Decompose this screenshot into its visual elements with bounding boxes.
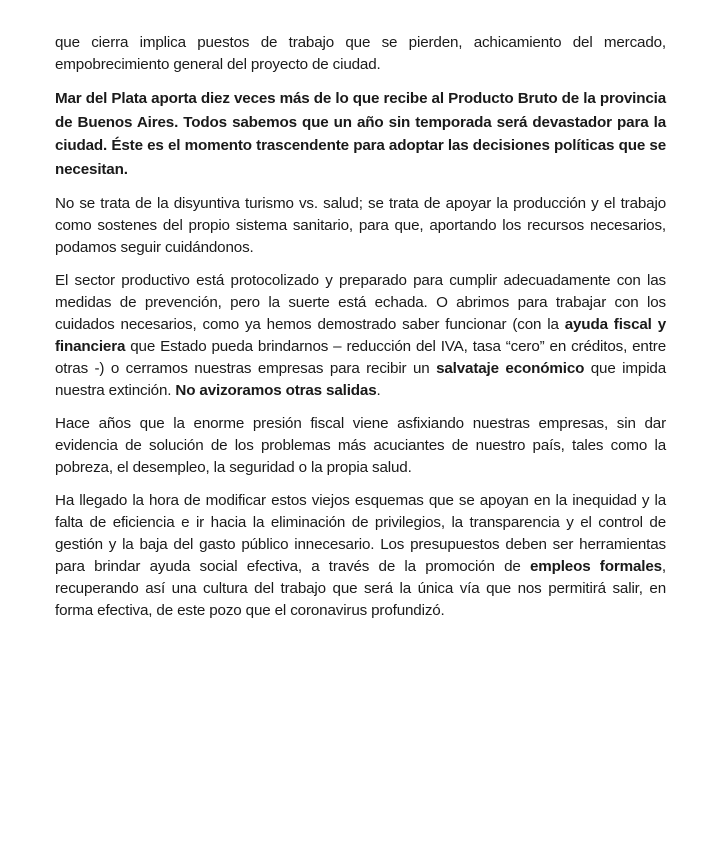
paragraph-3: No se trata de la disyuntiva turismo vs. salud; se trata de apoyar la producción y el trabajo como sostenes del propio sistema sanitario, para que, aportando los recursos necesarios, podamos seguir cuidándonos. [55, 195, 666, 256]
paragraph-4-bold-3: No avizoramos otras salidas [175, 382, 377, 399]
paragraph-4-bold-1: ayuda fiscal y financiera [55, 316, 666, 355]
paragraph-4 [55, 270, 666, 402]
paragraph-4-bold-2: salvataje económico [436, 360, 585, 377]
paragraph-2-bold: Mar del Plata aporta diez veces más de lo que recibe al Producto Bruto de la provincia de Buenos Aires. Todos sabemos que un año sin temporada será devastador para la ciudad. Éste es el momento trascendente para adoptar las decisiones políticas que se necesitan. [55, 90, 666, 178]
paragraph-4-text-3: que impida nuestra extinción. [55, 360, 667, 399]
paragraph-6-text-1: Ha llegado la hora de modificar estos viejos esquemas que se apoyan en la inequidad y la falta de eficiencia e ir hacia la eliminación de privilegios, la transparencia y el control de gestión y la baja del gasto público innecesario. Los presupuestos deben ser herramientas para brindar ayuda social efectiva, a través de la promoción de [55, 492, 666, 575]
document-body [55, 32, 666, 633]
paragraph-1: que cierra implica puestos de trabajo que se pierden, achicamiento del mercado, empobrecimiento general del proyecto de ciudad. [55, 34, 666, 73]
paragraph-4-text-4: . [376, 382, 381, 399]
paragraph-6-text-2: , recuperando así una cultura del trabajo que será la única vía que nos permitirá salir, en forma efectiva, de este pozo que el coronavirus profundizó. [55, 558, 666, 619]
paragraph-6 [55, 490, 666, 622]
paragraph-5: Hace años que la enorme presión fiscal viene asfixiando nuestras empresas, sin dar evidencia de solución de los problemas más acuciantes de nuestro país, tales como la pobreza, el desempleo, la seguridad o la propia salud. [55, 415, 666, 476]
paragraph-6-bold-1: empleos formales [529, 558, 662, 575]
paragraph-4-text-2: que Estado pueda brindarnos – reducción del IVA, tasa “cero” en créditos, entre otras -) o cerramos nuestras empresas para recibir un [55, 338, 666, 377]
paragraph-4-text-1: El sector productivo está protocolizado y preparado para cumplir adecuadamente con las medidas de prevención, pero la suerte está echada. O abrimos para trabajar con los cuidados necesarios, como ya hemos demostrado saber funcionar (con la [55, 272, 666, 333]
